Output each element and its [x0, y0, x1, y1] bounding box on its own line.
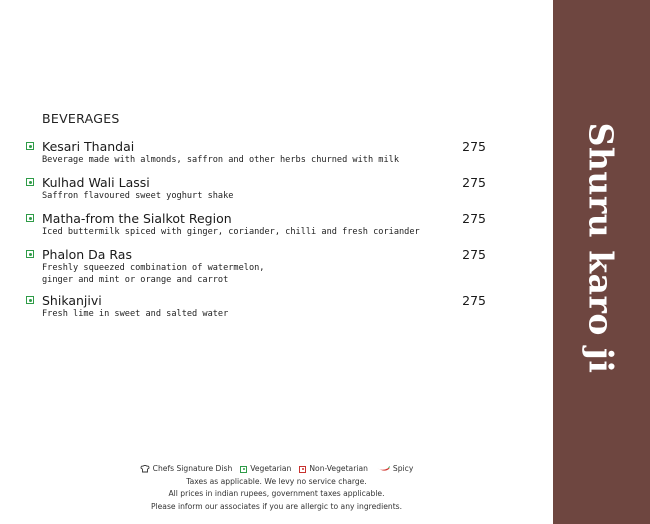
vegetarian-icon: [26, 178, 34, 186]
legend-note: Taxes as applicable. We levy no service charge.: [186, 476, 367, 486]
item-name: Shikanjivi: [42, 293, 102, 308]
item-description: Beverage made with almonds, saffron and other herbs churned with milk: [42, 155, 399, 165]
menu-item: [26, 175, 486, 203]
vegetarian-icon: [26, 296, 34, 304]
item-description: Saffron flavoured sweet yoghurt shake: [42, 191, 234, 201]
legend-nonveg-label: Non-Vegetarian: [309, 464, 368, 473]
vegetarian-icon: [26, 142, 34, 150]
legend-spicy: [376, 463, 413, 476]
section-title: BEVERAGES: [42, 111, 120, 126]
item-price: 275: [462, 293, 486, 308]
side-panel: [553, 0, 650, 524]
legend-note: Please inform our associates if you are allergic to any ingredients.: [150, 501, 403, 511]
item-name: Phalon Da Ras: [42, 247, 132, 262]
non-vegetarian-icon: [299, 466, 306, 473]
menu-item: [26, 211, 486, 239]
legend-veg: [240, 463, 291, 476]
item-price: 275: [462, 247, 486, 262]
item-description: Iced buttermilk spiced with ginger, coriander, chilli and fresh coriander: [42, 227, 420, 237]
item-name: Kulhad Wali Lassi: [42, 175, 150, 190]
item-price: 275: [462, 211, 486, 226]
legend-chef-label: Chefs Signature Dish: [152, 464, 233, 473]
vegetarian-icon: [240, 466, 247, 473]
item-description: Freshly squeezed combination of watermelon, ginger and mint or orange and carrot: [42, 263, 265, 285]
legend-spicy-label: Spicy: [392, 464, 414, 473]
menu-item: [26, 139, 486, 167]
vegetarian-icon: [26, 250, 34, 258]
item-price: 275: [462, 175, 486, 190]
side-panel-title: Shuru karo ji: [581, 122, 621, 374]
item-name: Matha-from the Sialkot Region: [42, 211, 232, 226]
item-price: 275: [462, 139, 486, 154]
legend-note: All prices in indian rupees, government taxes applicable.: [168, 489, 385, 498]
legend-nonveg: [299, 463, 368, 476]
legend-keys: [0, 463, 553, 476]
legend-veg-label: Vegetarian: [250, 464, 292, 473]
chef-hat-icon: [140, 465, 150, 473]
item-description: Fresh lime in sweet and salted water: [42, 309, 229, 319]
legend-chef: [140, 463, 233, 476]
chili-icon: [376, 466, 390, 472]
item-name: Kesari Thandai: [42, 139, 135, 154]
menu-item: [26, 247, 486, 286]
menu-item: [26, 293, 486, 321]
vegetarian-icon: [26, 214, 34, 222]
menu-legend: [0, 463, 553, 513]
